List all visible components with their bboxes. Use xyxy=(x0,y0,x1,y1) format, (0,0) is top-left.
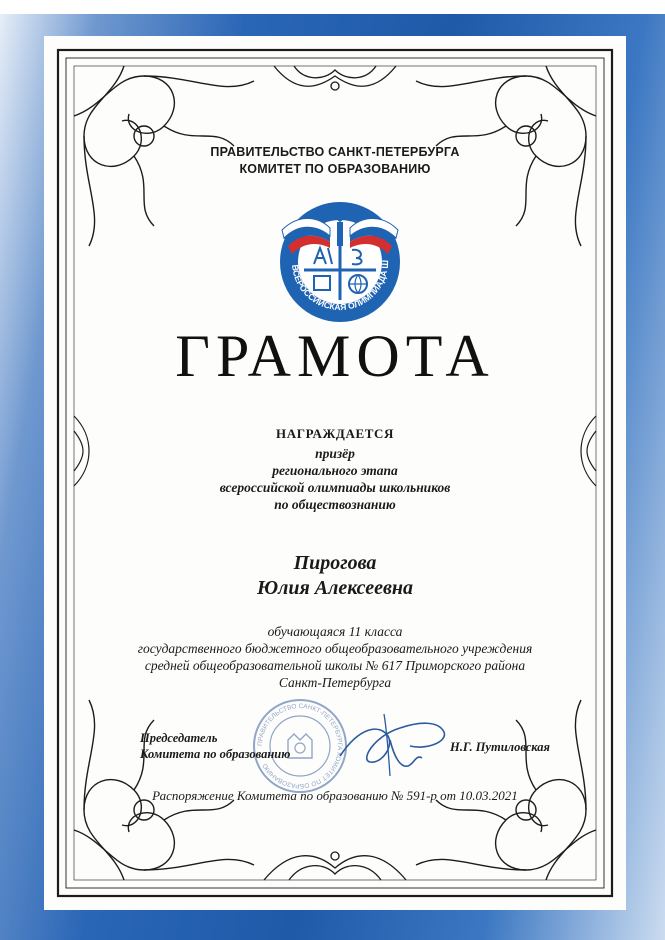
stamp-text: ПРАВИТЕЛЬСТВО САНКТ-ПЕТЕРБУРГА КОМИТЕТ ПО ОБРАЗОВАНИЮ xyxy=(256,702,344,790)
school-info xyxy=(104,623,566,691)
olympiad-emblem-icon xyxy=(270,192,410,332)
awarded-label: НАГРАЖДАЕТСЯ xyxy=(276,426,394,441)
issuer-header xyxy=(104,144,566,178)
award-reason-line: всероссийской олимпиады школьников xyxy=(219,480,451,495)
issuer-line-government: ПРАВИТЕЛЬСТВО САНКТ-ПЕТЕРБУРГА xyxy=(210,145,460,159)
award-reason-line: призёр xyxy=(315,446,355,461)
signature-icon xyxy=(330,706,450,786)
signatory-name: Н.Г. Путиловская xyxy=(450,740,550,754)
school-info-line: обучающаяся 11 класса xyxy=(267,624,403,639)
logo-ring-text: ВСЕРОССИЙСКАЯ ОЛИМПИАДА Ш xyxy=(290,259,391,313)
handwritten-signature xyxy=(330,706,450,786)
school-info-line: средней общеобразовательной школы № 617 Приморского района xyxy=(144,658,526,673)
certificate-paper xyxy=(44,36,626,910)
signatory-title-line1: Председатель xyxy=(140,731,218,745)
recipient-given-names: Юлия Алексеевна xyxy=(256,577,414,599)
school-info-line: Санкт-Петербурга xyxy=(278,675,392,690)
award-reason-line: регионального этапа xyxy=(272,463,398,478)
signatory-title xyxy=(140,730,290,762)
olympiad-logo xyxy=(270,192,410,332)
award-reason-line: по обществознанию xyxy=(274,497,396,512)
recipient-name xyxy=(104,551,566,601)
issuer-line-committee: КОМИТЕТ ПО ОБРАЗОВАНИЮ xyxy=(239,162,431,176)
document-title: ГРАМОТА xyxy=(175,323,495,389)
scan-top-margin xyxy=(0,0,665,14)
school-info-line: государственного бюджетного общеобразовательного учреждения xyxy=(137,641,533,656)
order-reference: Распоряжение Комитета по образованию № 591-р от 10.03.2021 xyxy=(152,788,518,803)
recipient-surname: Пирогова xyxy=(293,552,377,574)
award-reason xyxy=(104,445,566,513)
signatory-title-line2: Комитета по образованию xyxy=(140,747,291,761)
